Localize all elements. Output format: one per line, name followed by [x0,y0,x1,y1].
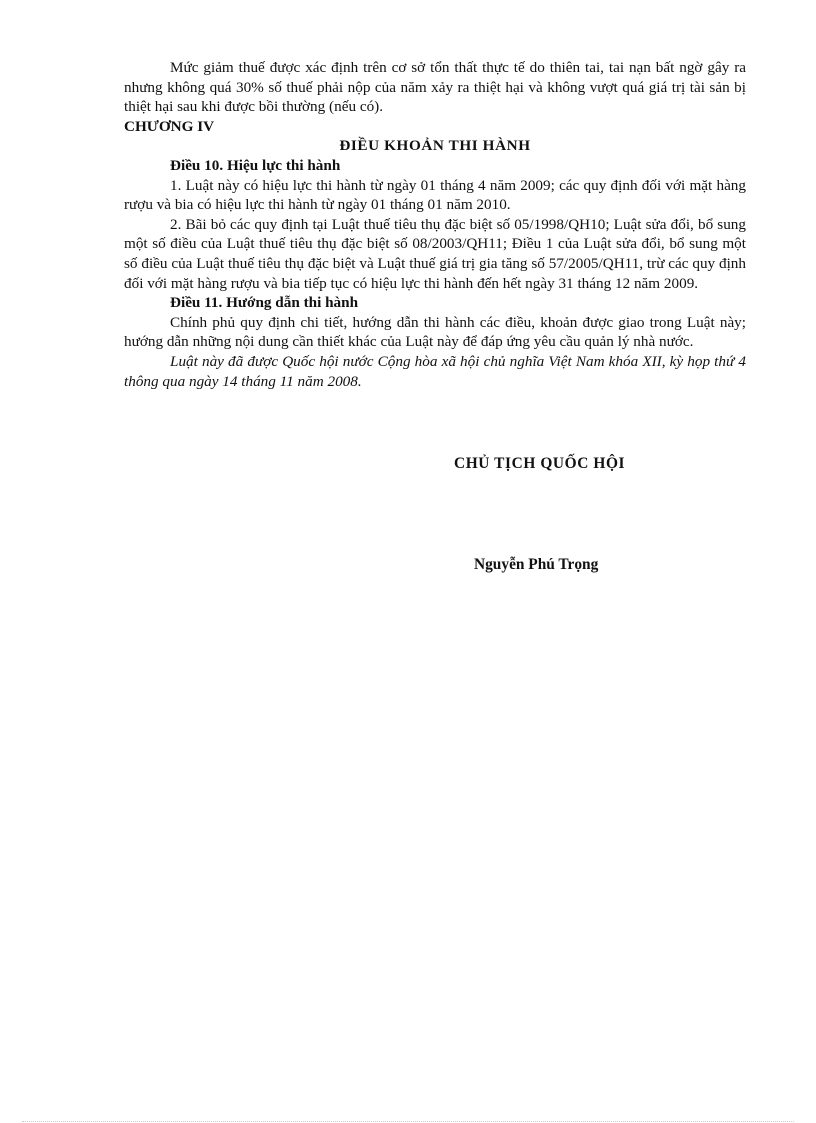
article-10-title: Điều 10. Hiệu lực thi hành [170,156,341,174]
intro-paragraph: Mức giảm thuế được xác định trên cơ sở tổn thất thực tế do thiên tai, tai nạn bất ngờ gây ra nhưng không quá 30% số thuế phải nộp của năm xảy ra thiệt hại và không vượt quá giá trị tài sản bị thiệt hại sau khi được bồi thường (nếu có). [124,59,746,116]
signature-name: Nguyễn Phú Trọng [474,556,599,573]
signature-title: CHỦ TỊCH QUỐC HỘI [454,455,626,472]
document-body [124,58,746,391]
article-11-title: Điều 11. Hướng dẫn thi hành [170,294,359,312]
adoption-note: Luật này đã được Quốc hội nước Cộng hòa xã hội chủ nghĩa Việt Nam khóa XII, kỳ họp thứ 4 thông qua ngày 14 tháng 11 năm 2008. [124,352,746,390]
article-11-body: Chính phủ quy định chi tiết, hướng dẫn thi hành các điều, khoản được giao trong Luật này; hướng dẫn những nội dung cần thiết khác của Luật này để đáp ứng yêu cầu quản lý nhà nước. [124,313,746,351]
chapter-label: CHƯƠNG IV [124,117,215,135]
page-bottom-divider [22,1121,794,1122]
article-10-clause-2: 2. Bãi bỏ các quy định tại Luật thuế tiêu thụ đặc biệt số 05/1998/QH10; Luật sửa đổi, bổ sung một số điều của Luật thuế tiêu thụ đặc biệt số 08/2003/QH11; Điều 1 của Luật sửa đổi, bổ sung một số điều của Luật thuế tiêu thụ đặc biệt và Luật thuế giá trị gia tăng số 57/2005/QH11, trừ các quy định đối với mặt hàng rượu và bia tiếp tục có hiệu lực thi hành đến hết ngày 31 tháng 12 năm 2009. [124,215,746,292]
article-10-clause-1: 1. Luật này có hiệu lực thi hành từ ngày 01 tháng 4 năm 2009; các quy định đối với mặt hàng rượu và bia có hiệu lực thi hành từ ngày 01 tháng 01 năm 2010. [124,176,746,214]
chapter-title: ĐIỀU KHOẢN THI HÀNH [339,137,531,155]
